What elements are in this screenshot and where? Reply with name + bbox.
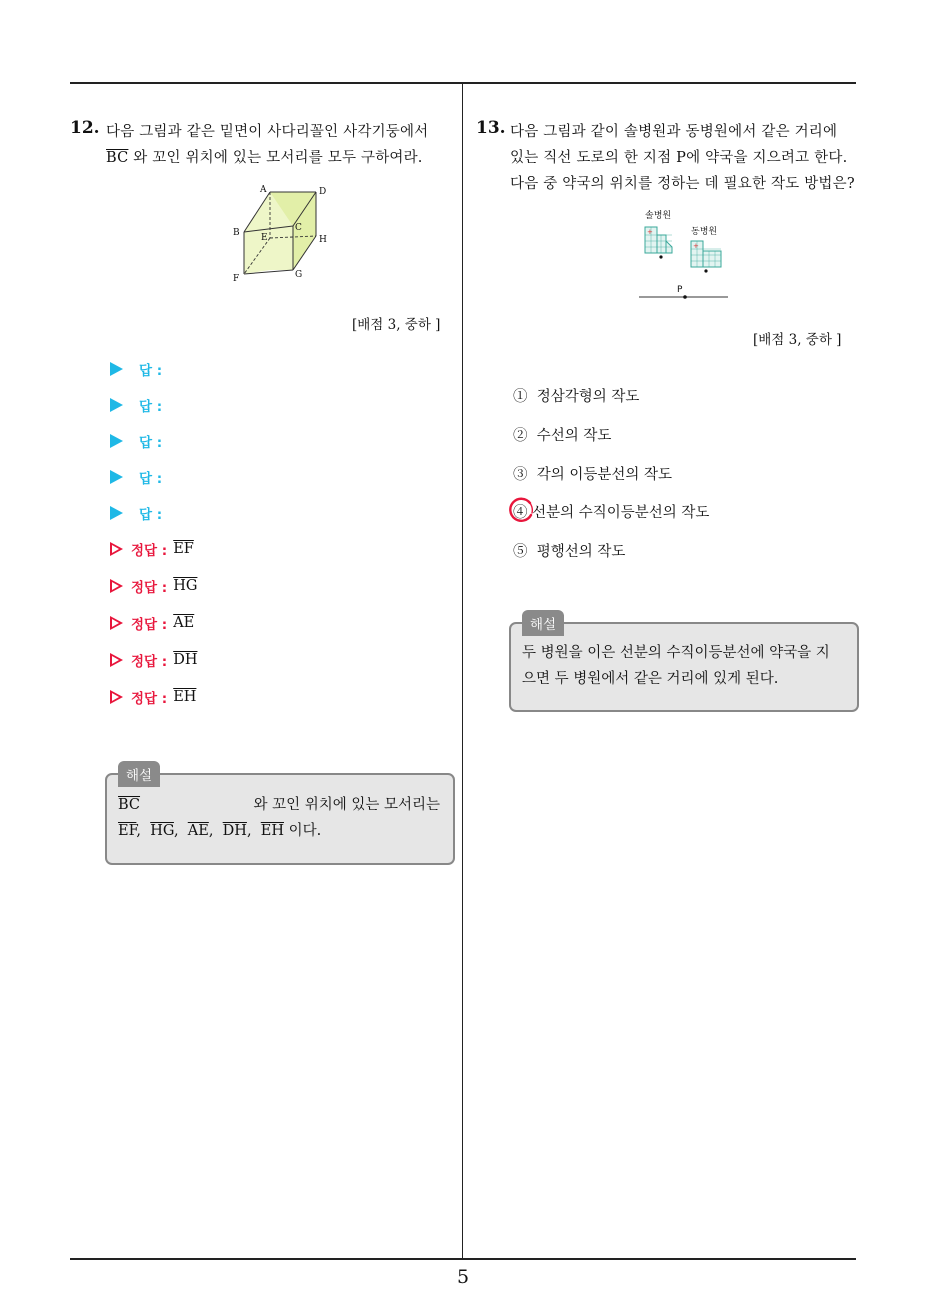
label-g: G — [295, 270, 303, 280]
q13-score: [배점 3, 중하 ] — [753, 332, 842, 348]
correct-answer-2: 정답 : $\overline{HG}$ — [110, 576, 197, 596]
play-triangle-icon — [110, 470, 123, 484]
play-triangle-icon — [110, 506, 123, 520]
outline-triangle-icon — [110, 542, 123, 556]
answer-blank-5[interactable]: 답 : — [110, 503, 162, 523]
choice-4[interactable]: ④ 선분의 수직이등분선의 작도 — [513, 505, 710, 521]
label-h: H — [319, 235, 327, 245]
correct-answer-3: 정답 : $\overline{AE}$ — [110, 613, 194, 633]
answer-blank-2[interactable]: 답 : — [110, 395, 162, 415]
outline-triangle-icon — [110, 579, 123, 593]
q12-explanation-line2: $\overline{EF}$, $\overline{HG}$, $\overline{AE}$, $\overline{DH}$, $\overline{EH}$ 이다. — [118, 823, 322, 839]
choice-5[interactable]: ⑤ 평행선의 작도 — [513, 544, 626, 560]
correct-answer-5: 정답 : $\overline{EH}$ — [110, 687, 196, 707]
outline-triangle-icon — [110, 616, 123, 630]
q13-explanation-line2: 으면 두 병원에서 같은 거리에 있게 된다. — [522, 671, 779, 687]
label-d: D — [319, 187, 327, 197]
answer-blank-3[interactable]: 답 : — [110, 431, 162, 451]
outline-triangle-icon — [110, 653, 123, 667]
correct-answer-4: 정답 : $\overline{DH}$ — [110, 650, 197, 670]
hospital-road-figure — [636, 205, 732, 305]
q12-score: [배점 3, 중하 ] — [352, 317, 441, 333]
svg-text:+: + — [647, 228, 653, 236]
q13-text-line2: 있는 직선 도로의 한 지점 P에 약국을 지으려고 한다. — [510, 150, 848, 166]
label-b: B — [233, 228, 240, 238]
segment-bc: $\overline{BC}$ — [106, 150, 129, 166]
label-a: A — [260, 185, 267, 195]
choice-3[interactable]: ③ 각의 이등분선의 작도 — [513, 467, 672, 483]
label-f: F — [233, 274, 240, 284]
q13-explanation-tag: 해설 — [522, 610, 564, 636]
prism-figure — [226, 180, 338, 286]
q12-number: 12. — [70, 118, 100, 138]
svg-text:+: + — [693, 242, 699, 250]
page-number: 5 — [456, 1266, 470, 1288]
q12-explanation-tag: 해설 — [118, 761, 160, 787]
point-p-label: P — [677, 285, 683, 295]
q13-text-line1: 다음 그림과 같이 솔병원과 동병원에서 같은 거리에 — [510, 124, 838, 140]
q13-text-line3: 다음 중 약국의 위치를 정하는 데 필요한 작도 방법은? — [510, 176, 855, 192]
play-triangle-icon — [110, 398, 123, 412]
q12-text-line2: $\overline{BC}$ 와 꼬인 위치에 있는 모서리를 모두 구하여라. — [106, 150, 423, 166]
answer-blank-4[interactable]: 답 : — [110, 467, 162, 487]
answer-blank-1[interactable]: 답 : — [110, 359, 162, 379]
choice-1[interactable]: ① 정삼각형의 작도 — [513, 389, 640, 405]
outline-triangle-icon — [110, 690, 123, 704]
hospital1-label: 솔병원 — [645, 211, 672, 221]
q12-text-line1: 다음 그림과 같은 밑면이 사다리꼴인 사각기둥에서 — [106, 124, 429, 140]
q13-number: 13. — [476, 118, 506, 138]
q12-explanation-line1: $\overline{BC}$ 와 꼬인 위치에 있는 모서리는 — [118, 797, 440, 813]
correct-answer-1: 정답 : $\overline{EF}$ — [110, 539, 194, 559]
play-triangle-icon — [110, 434, 123, 448]
play-triangle-icon — [110, 362, 123, 376]
column-divider — [462, 82, 463, 1259]
choice-2[interactable]: ② 수선의 작도 — [513, 428, 612, 444]
label-c: C — [295, 223, 302, 233]
correct-mark-circle — [506, 495, 536, 525]
label-e: E — [261, 233, 268, 243]
q13-explanation-line1: 두 병원을 이은 선분의 수직이등분선에 약국을 지 — [522, 645, 830, 661]
hospital2-label: 동병원 — [691, 227, 718, 237]
